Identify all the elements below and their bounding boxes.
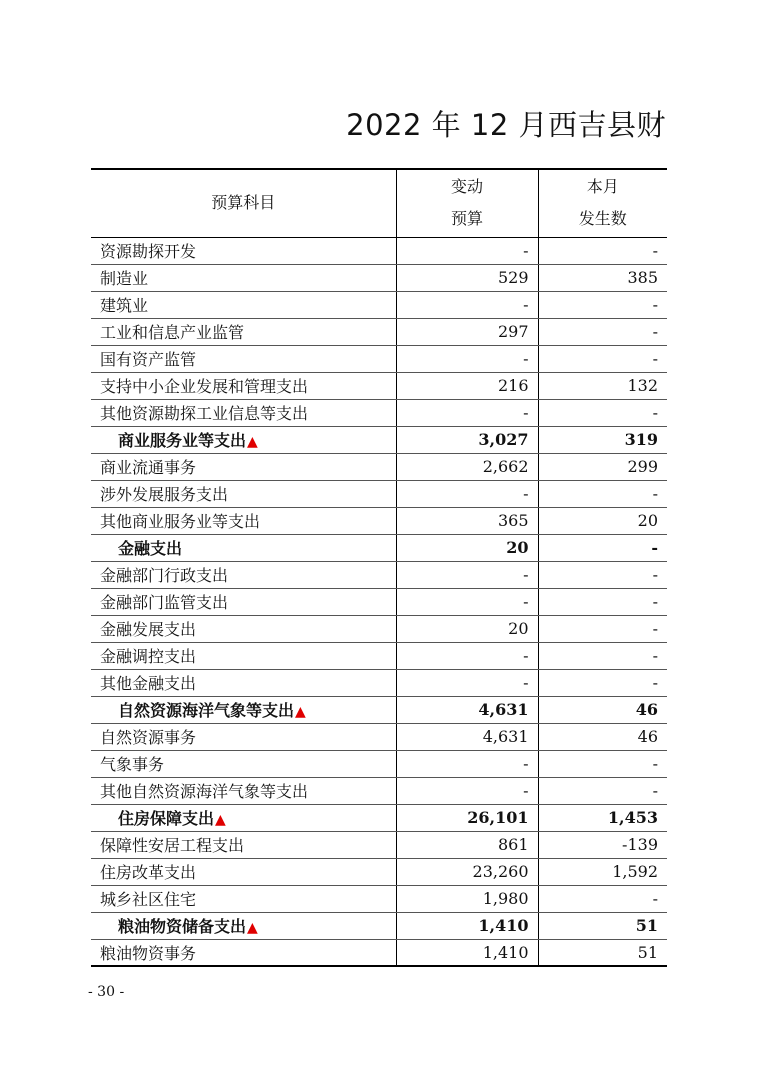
row-subject-label: 工业和信息产业监管	[100, 323, 245, 342]
row-monthly-amount: -	[538, 588, 667, 615]
row-subject-label: 国有资产监管	[100, 350, 197, 369]
header-monthly-amount	[538, 169, 667, 237]
table-header-row	[91, 169, 667, 237]
triangle-up-icon: ▲	[247, 434, 258, 450]
row-subject	[91, 939, 396, 966]
header-monthly-line2: 发生数	[578, 209, 627, 229]
table-row	[91, 750, 667, 777]
row-monthly-amount: -	[538, 561, 667, 588]
row-adjusted-budget: -	[396, 237, 538, 264]
row-adjusted-budget: -	[396, 561, 538, 588]
row-subject	[91, 264, 396, 291]
row-subject	[91, 696, 396, 723]
row-monthly-amount: -	[538, 885, 667, 912]
row-adjusted-budget: 1,980	[396, 885, 538, 912]
table-row	[91, 480, 667, 507]
row-subject	[91, 723, 396, 750]
table-row	[91, 507, 667, 534]
table-row	[91, 453, 667, 480]
row-adjusted-budget: 216	[396, 372, 538, 399]
row-adjusted-budget: 20	[396, 615, 538, 642]
row-subject	[91, 777, 396, 804]
row-subject	[91, 858, 396, 885]
table-row	[91, 858, 667, 885]
row-adjusted-budget: 529	[396, 264, 538, 291]
table-row	[91, 615, 667, 642]
row-monthly-amount: -	[538, 615, 667, 642]
row-monthly-amount: -	[538, 642, 667, 669]
row-subject-label: 支持中小企业发展和管理支出	[100, 377, 309, 396]
row-subject-label: 金融部门监管支出	[100, 593, 229, 612]
table-row	[91, 804, 667, 831]
row-monthly-amount: -	[538, 777, 667, 804]
row-subject-label: 城乡社区住宅	[100, 890, 197, 909]
row-subject	[91, 480, 396, 507]
table-row	[91, 318, 667, 345]
row-monthly-amount: -	[538, 399, 667, 426]
row-subject	[91, 453, 396, 480]
table-row	[91, 264, 667, 291]
row-monthly-amount: -	[538, 480, 667, 507]
row-subject	[91, 912, 396, 939]
header-monthly-line1: 本月	[586, 177, 619, 197]
row-subject	[91, 318, 396, 345]
row-adjusted-budget: 20	[396, 534, 538, 561]
row-monthly-amount: 51	[538, 912, 667, 939]
row-subject-label: 自然资源海洋气象等支出	[118, 701, 295, 720]
table-row	[91, 696, 667, 723]
row-adjusted-budget: -	[396, 588, 538, 615]
row-monthly-amount: 1,453	[538, 804, 667, 831]
row-monthly-amount: 51	[538, 939, 667, 966]
row-subject	[91, 399, 396, 426]
row-adjusted-budget: -	[396, 642, 538, 669]
table-row	[91, 669, 667, 696]
budget-table	[91, 168, 667, 967]
row-subject-label: 金融支出	[118, 539, 183, 558]
table-row	[91, 777, 667, 804]
row-subject	[91, 237, 396, 264]
header-adjusted-budget	[396, 169, 538, 237]
page-title: 2022 年 12 月西吉县财	[346, 108, 666, 142]
row-monthly-amount: -139	[538, 831, 667, 858]
row-monthly-amount: 319	[538, 426, 667, 453]
row-monthly-amount: 132	[538, 372, 667, 399]
row-subject-label: 商业服务业等支出	[118, 431, 247, 450]
table-row	[91, 939, 667, 966]
row-subject-label: 住房保障支出	[118, 809, 215, 828]
row-subject	[91, 885, 396, 912]
header-budget-line1: 变动	[450, 177, 483, 197]
row-adjusted-budget: 297	[396, 318, 538, 345]
table-body	[91, 237, 667, 966]
row-monthly-amount: -	[538, 291, 667, 318]
triangle-up-icon: ▲	[295, 704, 306, 720]
row-adjusted-budget: 4,631	[396, 696, 538, 723]
row-monthly-amount: -	[538, 750, 667, 777]
row-adjusted-budget: -	[396, 750, 538, 777]
table-row	[91, 912, 667, 939]
row-subject	[91, 669, 396, 696]
row-subject-label: 制造业	[100, 269, 149, 288]
row-adjusted-budget: -	[396, 399, 538, 426]
row-monthly-amount: 46	[538, 696, 667, 723]
row-adjusted-budget: 365	[396, 507, 538, 534]
row-adjusted-budget: 3,027	[396, 426, 538, 453]
row-monthly-amount: 1,592	[538, 858, 667, 885]
row-subject-label: 金融调控支出	[100, 647, 197, 666]
table-row	[91, 534, 667, 561]
table-row	[91, 561, 667, 588]
row-subject-label: 建筑业	[100, 296, 149, 315]
row-subject	[91, 426, 396, 453]
row-subject-label: 气象事务	[100, 755, 165, 774]
row-subject	[91, 615, 396, 642]
row-subject-label: 其他商业服务业等支出	[100, 512, 261, 531]
row-adjusted-budget: 4,631	[396, 723, 538, 750]
table-row	[91, 723, 667, 750]
row-adjusted-budget: -	[396, 669, 538, 696]
row-subject	[91, 831, 396, 858]
row-subject	[91, 372, 396, 399]
row-subject-label: 金融发展支出	[100, 620, 197, 639]
row-adjusted-budget: 861	[396, 831, 538, 858]
header-subject: 预算科目	[91, 169, 396, 237]
row-adjusted-budget: 23,260	[396, 858, 538, 885]
row-subject	[91, 750, 396, 777]
header-budget-line2: 预算	[450, 209, 483, 229]
row-subject-label: 涉外发展服务支出	[100, 485, 229, 504]
row-adjusted-budget: 26,101	[396, 804, 538, 831]
table-row	[91, 588, 667, 615]
row-subject	[91, 345, 396, 372]
row-subject-label: 其他金融支出	[100, 674, 197, 693]
row-monthly-amount: -	[538, 534, 667, 561]
table-row	[91, 345, 667, 372]
row-subject-label: 其他资源勘探工业信息等支出	[100, 404, 309, 423]
row-subject-label: 其他自然资源海洋气象等支出	[100, 782, 309, 801]
table-row	[91, 399, 667, 426]
row-subject	[91, 804, 396, 831]
row-subject	[91, 561, 396, 588]
table-row	[91, 237, 667, 264]
row-monthly-amount: 20	[538, 507, 667, 534]
row-adjusted-budget: -	[396, 480, 538, 507]
row-monthly-amount: -	[538, 345, 667, 372]
row-subject-label: 自然资源事务	[100, 728, 197, 747]
row-subject-label: 保障性安居工程支出	[100, 836, 245, 855]
row-subject-label: 资源勘探开发	[100, 242, 197, 261]
row-adjusted-budget: 1,410	[396, 939, 538, 966]
table-row	[91, 831, 667, 858]
row-subject-label: 商业流通事务	[100, 458, 197, 477]
row-monthly-amount: -	[538, 237, 667, 264]
row-monthly-amount: -	[538, 669, 667, 696]
row-monthly-amount: 46	[538, 723, 667, 750]
triangle-up-icon: ▲	[215, 812, 226, 828]
row-subject	[91, 588, 396, 615]
row-adjusted-budget: -	[396, 291, 538, 318]
table-row	[91, 642, 667, 669]
row-monthly-amount: 385	[538, 264, 667, 291]
row-subject	[91, 534, 396, 561]
row-subject-label: 粮油物资储备支出	[118, 917, 247, 936]
row-subject	[91, 507, 396, 534]
row-subject-label: 粮油物资事务	[100, 943, 197, 963]
table-row	[91, 885, 667, 912]
row-adjusted-budget: -	[396, 345, 538, 372]
page-number: - 30 -	[88, 984, 125, 1000]
row-subject	[91, 291, 396, 318]
row-adjusted-budget: 1,410	[396, 912, 538, 939]
table-row	[91, 426, 667, 453]
row-monthly-amount: -	[538, 318, 667, 345]
row-subject-label: 住房改革支出	[100, 863, 197, 882]
table-row	[91, 291, 667, 318]
table-row	[91, 372, 667, 399]
row-adjusted-budget: 2,662	[396, 453, 538, 480]
row-subject	[91, 642, 396, 669]
triangle-up-icon: ▲	[247, 920, 258, 936]
row-subject-label: 金融部门行政支出	[100, 566, 229, 585]
row-adjusted-budget: -	[396, 777, 538, 804]
row-monthly-amount: 299	[538, 453, 667, 480]
